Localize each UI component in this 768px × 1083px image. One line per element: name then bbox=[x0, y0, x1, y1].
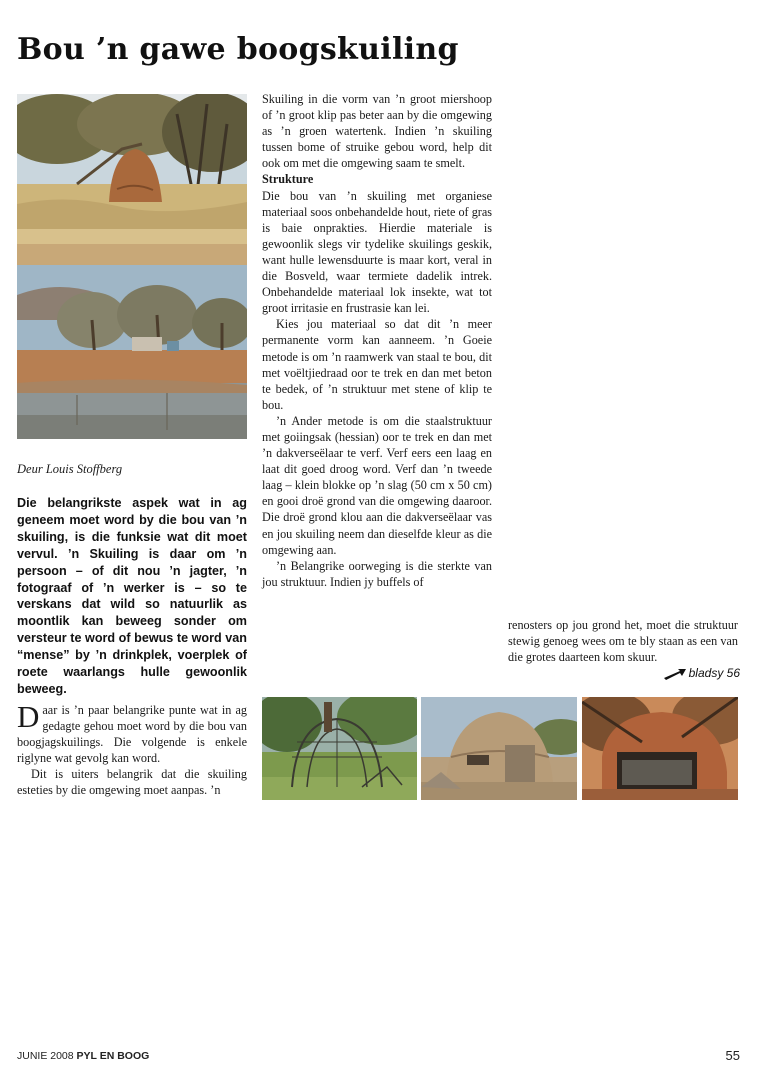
body-paragraph bbox=[17, 699, 247, 766]
waterhole-bushveld-photo bbox=[17, 265, 247, 439]
thatched-mound-hide-photo bbox=[17, 94, 247, 265]
page-number: 55 bbox=[725, 1048, 740, 1063]
footer-date: JUNIE 2008 bbox=[17, 1050, 74, 1062]
body-paragraph: renosters op jou grond het, moet die struktuur stewig genoeg wees om te bly staan as een van die grotes daarteen kom skuur. bbox=[508, 618, 738, 665]
drop-cap: D bbox=[17, 699, 40, 734]
footer-issue bbox=[17, 1050, 149, 1062]
body-paragraph: Die bou van ’n skuiling met organiese materiaal soos onbehandelde hout, riete of gras is baie onprakties. Hierdie materiale is gewoonlik slegs vir tydelike skuilings geskik, want hulle lewensduurte is maar kort, veral in die Bosveld, waar termiete dadelik intrek. Onbehandelde materiaal lok insekte, wat tot groot irritasie en frustrasie kan lei. bbox=[262, 188, 492, 316]
clay-hide-in-trees-photo bbox=[582, 697, 738, 800]
footer-magazine: PYL EN BOOG bbox=[76, 1050, 150, 1062]
continued-page: bladsy 56 bbox=[688, 666, 740, 680]
body-paragraph: Skuiling in die vorm van ’n groot miershoop of ’n groot klip pas beter aan by die omgewing as ’n groen watertenk. Indien ’n skuiling tussen bome of struike gebou word, help dit ook om met die omgewing saam te smelt. bbox=[262, 92, 492, 171]
article-column-2 bbox=[262, 91, 492, 590]
body-paragraph: Dit is uiters belangrik dat die skuiling esteties by die omgewing moet aanpas. ’n bbox=[17, 767, 247, 798]
article-column-3 bbox=[508, 617, 738, 665]
body-paragraph: ’n Ander metode is om die staalstruktuur met goiingsak (hessian) oor te trek en dan met ’n dakverseëlaar te verf. Verf eers een laag en laat dit goed droog word. Verf dan ’n tweede laag – klein blokke op ’n slag (50 cm x 50 cm) en gooi droë grond van die omgewing daaroor. Die droë grond klou aan die dakverseëlaar vas en jou skuiling neem dan dieselfde kleur as die omgewing aan. bbox=[262, 413, 492, 557]
article-title: Bou ’n gawe boogskuiling bbox=[17, 32, 459, 67]
section-heading: Strukture bbox=[262, 172, 314, 187]
concrete-mound-hide-photo bbox=[421, 697, 577, 800]
lead-paragraph: Die belangrikste aspek wat in ag geneem moet word by die bou van ’n skuiling, is die funksie wat dit moet vervul. ’n Skuiling is daar om ’n persoon – of dit nou ’n jagter, ’n fotograaf of ’n werker is – so te verskans dat wild so natuurlik as moontlik kan beweeg sonder om versteur te word of bewus te word van “mense” by ’n drinkplek, voerplek of roete waarlangs hulle gewoonlik beweeg. bbox=[17, 496, 247, 696]
continued-marker bbox=[664, 666, 740, 682]
body-paragraph: ’n Belangrike oorweging is die sterkte van jou struktuur. Indien jy buffels of bbox=[262, 558, 492, 589]
arrow-icon bbox=[664, 668, 686, 680]
byline: Deur Louis Stoffberg bbox=[17, 462, 123, 476]
article-column-1 bbox=[17, 699, 247, 799]
steel-frame-hide-photo bbox=[262, 697, 417, 800]
body-paragraph: Kies jou materiaal so dat dit ’n meer permanente vorm kan aanneem. ’n Goeie metode is om ’n raamwerk van staal te bou, dit met voëltjiedraad oor te trek en dan met beton te bedek, of ’n struktuur met stene of klip te bou. bbox=[262, 317, 492, 412]
body-paragraph-text: aar is ’n paar belangrike punte wat in ag gedagte gehou moet word by die bou van boogjagskuilings. Die volgende is enkele riglyne wat gevolg kan word. bbox=[17, 703, 247, 766]
